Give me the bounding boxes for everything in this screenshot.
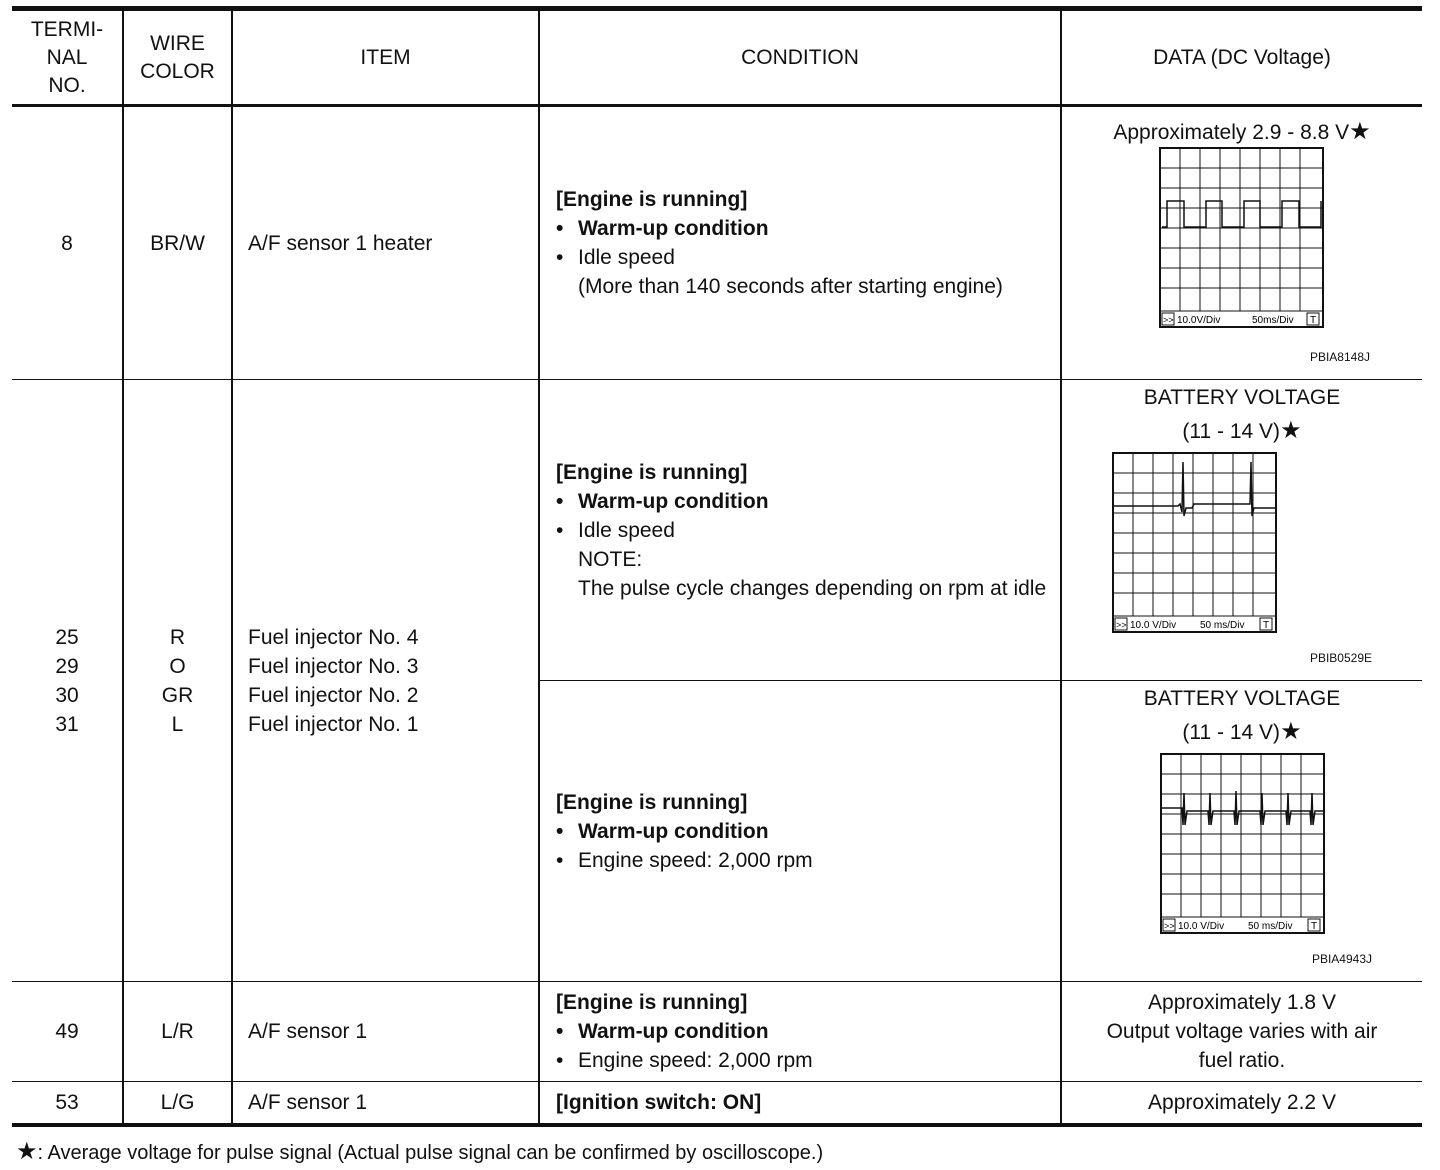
waveform-trace xyxy=(1162,791,1323,825)
data-text-line: Output voltage varies with air xyxy=(1106,1020,1378,1043)
wire-color: L/R xyxy=(123,982,232,1082)
wire-color: O xyxy=(169,654,186,678)
waveform-trace xyxy=(1162,201,1321,227)
data-text-line: BATTERY VOLTAGE xyxy=(1143,386,1341,409)
data-cell xyxy=(1061,681,1422,982)
item-name: Fuel injector No. 4 xyxy=(248,625,419,649)
table-header-row xyxy=(12,9,1422,106)
wire-color: GR xyxy=(161,683,194,707)
oscilloscope-waveform-square xyxy=(1159,147,1325,330)
data-value: (11 - 14 V) xyxy=(1182,420,1281,443)
table-row xyxy=(12,1082,1422,1125)
terminal-no-group xyxy=(12,380,123,982)
header-wire-color xyxy=(123,9,232,106)
item-name: A/F sensor 1 xyxy=(232,982,539,1082)
waveform-trace xyxy=(1114,462,1275,516)
scope-trigger-label: T xyxy=(1310,315,1317,326)
condition-header: [Engine is running] xyxy=(556,460,748,484)
wire-color: L/G xyxy=(123,1082,232,1125)
wire-color: BR/W xyxy=(123,106,232,380)
wire-color: R xyxy=(169,625,186,649)
scope-arrow-label: >> xyxy=(1116,620,1127,630)
condition-bullet: • Idle speed xyxy=(556,243,1056,272)
item-group xyxy=(232,380,539,982)
data-value: Approximately 2.2 V xyxy=(1061,1082,1422,1125)
data-text-line: BATTERY VOLTAGE xyxy=(1143,687,1341,710)
wire-color-group xyxy=(123,380,232,982)
scope-arrow-label: >> xyxy=(1164,921,1175,931)
scope-grid xyxy=(1161,754,1324,933)
terminal-no: 29 xyxy=(55,654,79,678)
data-text-line: fuel ratio. xyxy=(1198,1049,1286,1072)
footnote-text: : Average voltage for pulse signal (Actual pulse signal can be confirmed by oscilloscope.) xyxy=(37,1142,824,1164)
header-condition: CONDITION xyxy=(539,9,1061,106)
scope-trigger-label: T xyxy=(1311,921,1318,932)
table-row xyxy=(12,380,1422,681)
star-icon: ★ xyxy=(16,1138,38,1165)
wire-color: L xyxy=(171,712,184,736)
header-item: ITEM xyxy=(232,9,539,106)
data-cell xyxy=(1061,982,1422,1082)
data-cell xyxy=(1061,380,1422,681)
data-text-line xyxy=(1062,117,1422,147)
star-icon: ★ xyxy=(1349,118,1371,145)
scope-time-scale: 50 ms/Div xyxy=(1248,921,1293,932)
terminal-no: 31 xyxy=(55,712,79,736)
footnote xyxy=(16,1137,823,1166)
data-text-line: Approximately 1.8 V xyxy=(1148,991,1336,1014)
item-name: Fuel injector No. 2 xyxy=(248,683,419,707)
condition-bullet: • Warm-up condition xyxy=(556,817,1056,846)
table-row xyxy=(12,106,1422,380)
data-text-line xyxy=(1062,717,1422,747)
item-name: Fuel injector No. 1 xyxy=(248,712,419,736)
terminal-no: 8 xyxy=(12,106,123,380)
note-text: The pulse cycle changes depending on rpm at idle xyxy=(578,576,1047,600)
header-terminal-line3: NO. xyxy=(48,73,86,97)
condition-bullet: • Warm-up condition xyxy=(556,487,1056,516)
data-text-line xyxy=(1062,416,1422,446)
item-name: A/F sensor 1 xyxy=(232,1082,539,1125)
header-terminal-line2: NAL xyxy=(46,45,88,69)
condition-bullet: • Idle speed xyxy=(556,516,1056,545)
scope-volt-scale: 10.0 V/Div xyxy=(1130,620,1177,631)
header-wire-line2: COLOR xyxy=(140,59,215,83)
condition-bullet: • Warm-up condition xyxy=(556,1017,1056,1046)
condition-header: [Ignition switch: ON] xyxy=(556,1090,762,1114)
scope-arrow-label: >> xyxy=(1163,315,1174,325)
oscilloscope-waveform-spike xyxy=(1160,753,1326,936)
header-terminal xyxy=(12,9,123,106)
condition-cell xyxy=(539,106,1061,380)
scope-time-scale: 50ms/Div xyxy=(1252,315,1294,326)
condition-bullet: • Engine speed: 2,000 rpm xyxy=(556,846,1056,875)
oscilloscope-waveform-spike xyxy=(1112,452,1278,635)
condition-cell xyxy=(539,1082,1061,1125)
data-value: Approximately 2.9 - 8.8 V xyxy=(1113,121,1350,144)
terminal-no: 49 xyxy=(12,982,123,1082)
header-terminal-line1: TERMI- xyxy=(30,17,104,41)
condition-cell xyxy=(539,982,1061,1082)
condition-cell xyxy=(539,681,1061,982)
note-label: NOTE: xyxy=(578,547,643,571)
item-name: A/F sensor 1 heater xyxy=(232,106,539,380)
data-value: (11 - 14 V) xyxy=(1182,721,1281,744)
condition-subtext: (More than 140 seconds after starting engine) xyxy=(578,275,1003,298)
table-row xyxy=(12,982,1422,1082)
condition-header: [Engine is running] xyxy=(556,188,748,211)
condition-bullet: • Warm-up condition xyxy=(556,214,1056,243)
scope-time-scale: 50 ms/Div xyxy=(1200,620,1245,631)
scope-grid xyxy=(1160,148,1323,327)
star-icon: ★ xyxy=(1280,718,1302,745)
header-wire-line1: WIRE xyxy=(150,31,205,55)
item-name: Fuel injector No. 3 xyxy=(248,654,419,678)
figure-reference: PBIA8148J xyxy=(1309,350,1370,364)
figure-reference: PBIB0529E xyxy=(1309,651,1372,665)
condition-bullet: • Engine speed: 2,000 rpm xyxy=(556,1046,1056,1075)
terminal-no: 53 xyxy=(12,1082,123,1125)
condition-header: [Engine is running] xyxy=(556,991,748,1014)
condition-cell xyxy=(539,380,1061,681)
condition-header: [Engine is running] xyxy=(556,790,748,814)
figure-reference: PBIA4943J xyxy=(1311,952,1372,966)
terminal-no: 30 xyxy=(55,683,79,707)
star-icon: ★ xyxy=(1280,417,1302,444)
data-cell xyxy=(1061,106,1422,380)
header-data: DATA (DC Voltage) xyxy=(1061,9,1422,106)
scope-trigger-label: T xyxy=(1263,620,1270,631)
ecm-terminal-table xyxy=(12,6,1422,1127)
scope-volt-scale: 10.0 V/Div xyxy=(1178,921,1225,932)
terminal-no: 25 xyxy=(55,625,79,649)
scope-volt-scale: 10.0V/Div xyxy=(1177,315,1221,326)
